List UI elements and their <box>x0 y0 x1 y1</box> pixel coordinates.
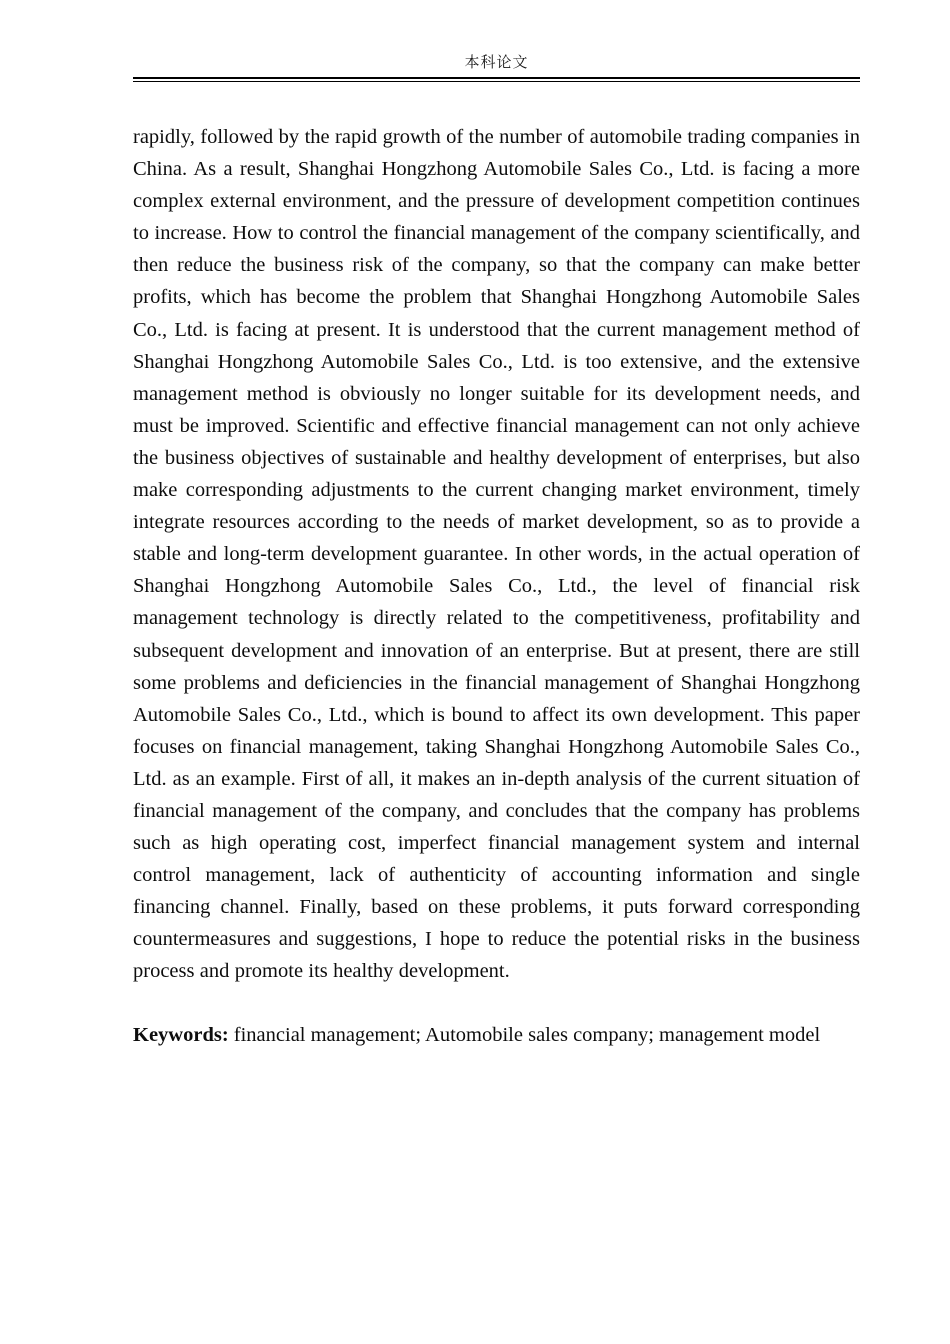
keywords-value: financial management; Automobile sales company; management model <box>228 1023 821 1046</box>
page-header <box>133 52 860 82</box>
abstract-body-paragraph: rapidly, followed by the rapid growth of the number of automobile trading companies in China. As a result, Shanghai Hongzhong Automobile Sales Co., Ltd. is facing a more complex external environment, and the pressure of development competition continues to increase. How to control the financial management of the company scientifically, and then reduce the business risk of the company, so that the company can make better profits, which has become the problem that Shanghai Hongzhong Automobile Sales Co., Ltd. is facing at present. It is understood that the current management method of Shanghai Hongzhong Automobile Sales Co., Ltd. is too extensive, and the extensive management method is obviously no longer suitable for its development needs, and must be improved. Scientific and effective financial management can not only achieve the business objectives of sustainable and healthy development of enterprises, but also make corresponding adjustments to the current changing market environment, timely integrate resources according to the needs of market development, so as to provide a stable and long-term development guarantee. In other words, in the actual operation of Shanghai Hongzhong Automobile Sales Co., Ltd., the level of financial risk management technology is directly related to the competitiveness, profitability and subsequent development and innovation of an enterprise. But at present, there are still some problems and deficiencies in the financial management of Shanghai Hongzhong Automobile Sales Co., Ltd., which is bound to affect its own development. This paper focuses on financial management, taking Shanghai Hongzhong Automobile Sales Co., Ltd. as an example. First of all, it makes an in-depth analysis of the current situation of financial management of the company, and concludes that the company has problems such as high operating cost, imperfect financial management system and internal control management, lack of authenticity of accounting information and single financing channel. Finally, based on these problems, it puts forward corresponding countermeasures and suggestions, I hope to reduce the potential risks in the business process and promote its healthy development. <box>133 126 860 983</box>
header-divider-rule <box>133 77 860 82</box>
running-header-title: 本科论文 <box>464 55 529 71</box>
page-content <box>133 121 860 1051</box>
keywords-label: Keywords: <box>133 1023 229 1046</box>
keywords-line <box>133 1019 860 1051</box>
